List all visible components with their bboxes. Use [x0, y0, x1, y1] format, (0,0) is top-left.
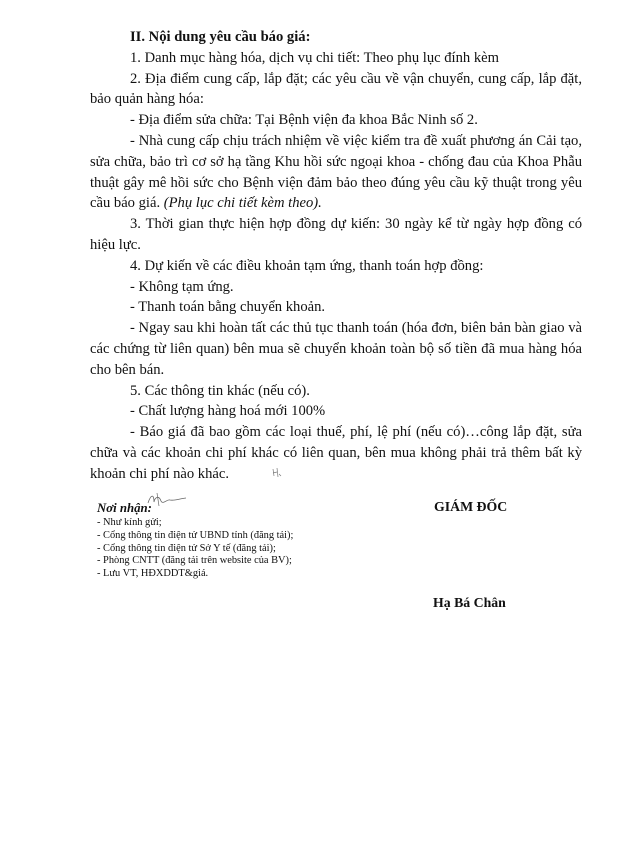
initial-mark-icon	[231, 464, 283, 485]
recipient-item: - Cổng thông tin điện tử UBND tỉnh (đăng tải);	[97, 529, 294, 541]
handwritten-initial-icon	[145, 491, 189, 514]
recipient-item: - Lưu VT, HĐXDDT&giá.	[97, 568, 209, 580]
supplier-duty-text: - Nhà cung cấp chịu trách nhiệm về việc kiểm tra đề xuất phương án Cải tạo, sửa chữa, bảo trì cơ sở hạ tầng Khu hồi sức ngoại khoa - chống đau của Khoa Phẫu thuật gây mê hồi sức cho Bệnh viện đảm bảo theo đúng yêu cầu kỹ thuật trong yêu cầu báo giá.	[90, 132, 582, 212]
appendix-note: (Phụ lục chi tiết kèm theo).	[163, 195, 322, 212]
item-payment-procedure: - Ngay sau khi hoàn tất các thủ tục thanh toán (hóa đơn, biên bản bàn giao và các chứng từ liên quan) bên mua sẽ chuyển khoản toàn bộ số tiền đã mua hàng hóa cho bên bán.	[90, 320, 582, 378]
item-no-advance: - Không tạm ứng.	[130, 278, 234, 295]
item-quality: - Chất lượng hàng hoá mới 100%	[130, 403, 326, 420]
price-inclusion-text: - Báo giá đã bao gồm các loại thuế, phí, lệ phí (nếu có)…công lắp đặt, sửa chữa và các khoản chi phí khác có liên quan, bên mua không phải trả thêm bất kỳ khoản chi phí nào khác.	[90, 424, 582, 482]
signer-name: Hạ Bá Chân	[433, 595, 506, 610]
item-price-inclusion	[90, 422, 582, 485]
item-supplier-duty	[90, 131, 582, 214]
item-goods-list: 1. Danh mục hàng hóa, dịch vụ chi tiết: Theo phụ lục đính kèm	[130, 49, 499, 66]
recipient-item: - Cổng thông tin điện tử Sở Y tế (đăng tải);	[97, 542, 276, 554]
recipient-item: - Như kính gửi;	[97, 517, 162, 528]
item-repair-location: - Địa điểm sửa chữa: Tại Bệnh viện đa khoa Bắc Ninh số 2.	[130, 112, 478, 129]
recipient-item: - Phòng CNTT (đăng tải trên website của BV);	[97, 555, 292, 567]
item-contract-time: 3. Thời gian thực hiện hợp đồng dự kiến: 30 ngày kể từ ngày hợp đồng có hiệu lực.	[90, 216, 582, 253]
request-content-section	[90, 27, 582, 485]
item-delivery-location: 2. Địa điểm cung cấp, lắp đặt; các yêu cầu về vận chuyển, cung cấp, lắp đặt, bảo quản hàng hóa:	[90, 70, 582, 108]
director-title: GIÁM ĐỐC	[434, 499, 508, 514]
recipients-block	[97, 499, 397, 581]
item-transfer-payment: - Thanh toán bằng chuyển khoản.	[130, 299, 326, 316]
item-payment-terms: 4. Dự kiến về các điều khoản tạm ứng, thanh toán hợp đồng:	[130, 257, 484, 274]
recipients-title: Nơi nhận:	[97, 501, 152, 515]
section-heading: II. Nội dung yêu cầu báo giá:	[130, 29, 311, 45]
item-other-info: 5. Các thông tin khác (nếu có).	[130, 382, 310, 399]
